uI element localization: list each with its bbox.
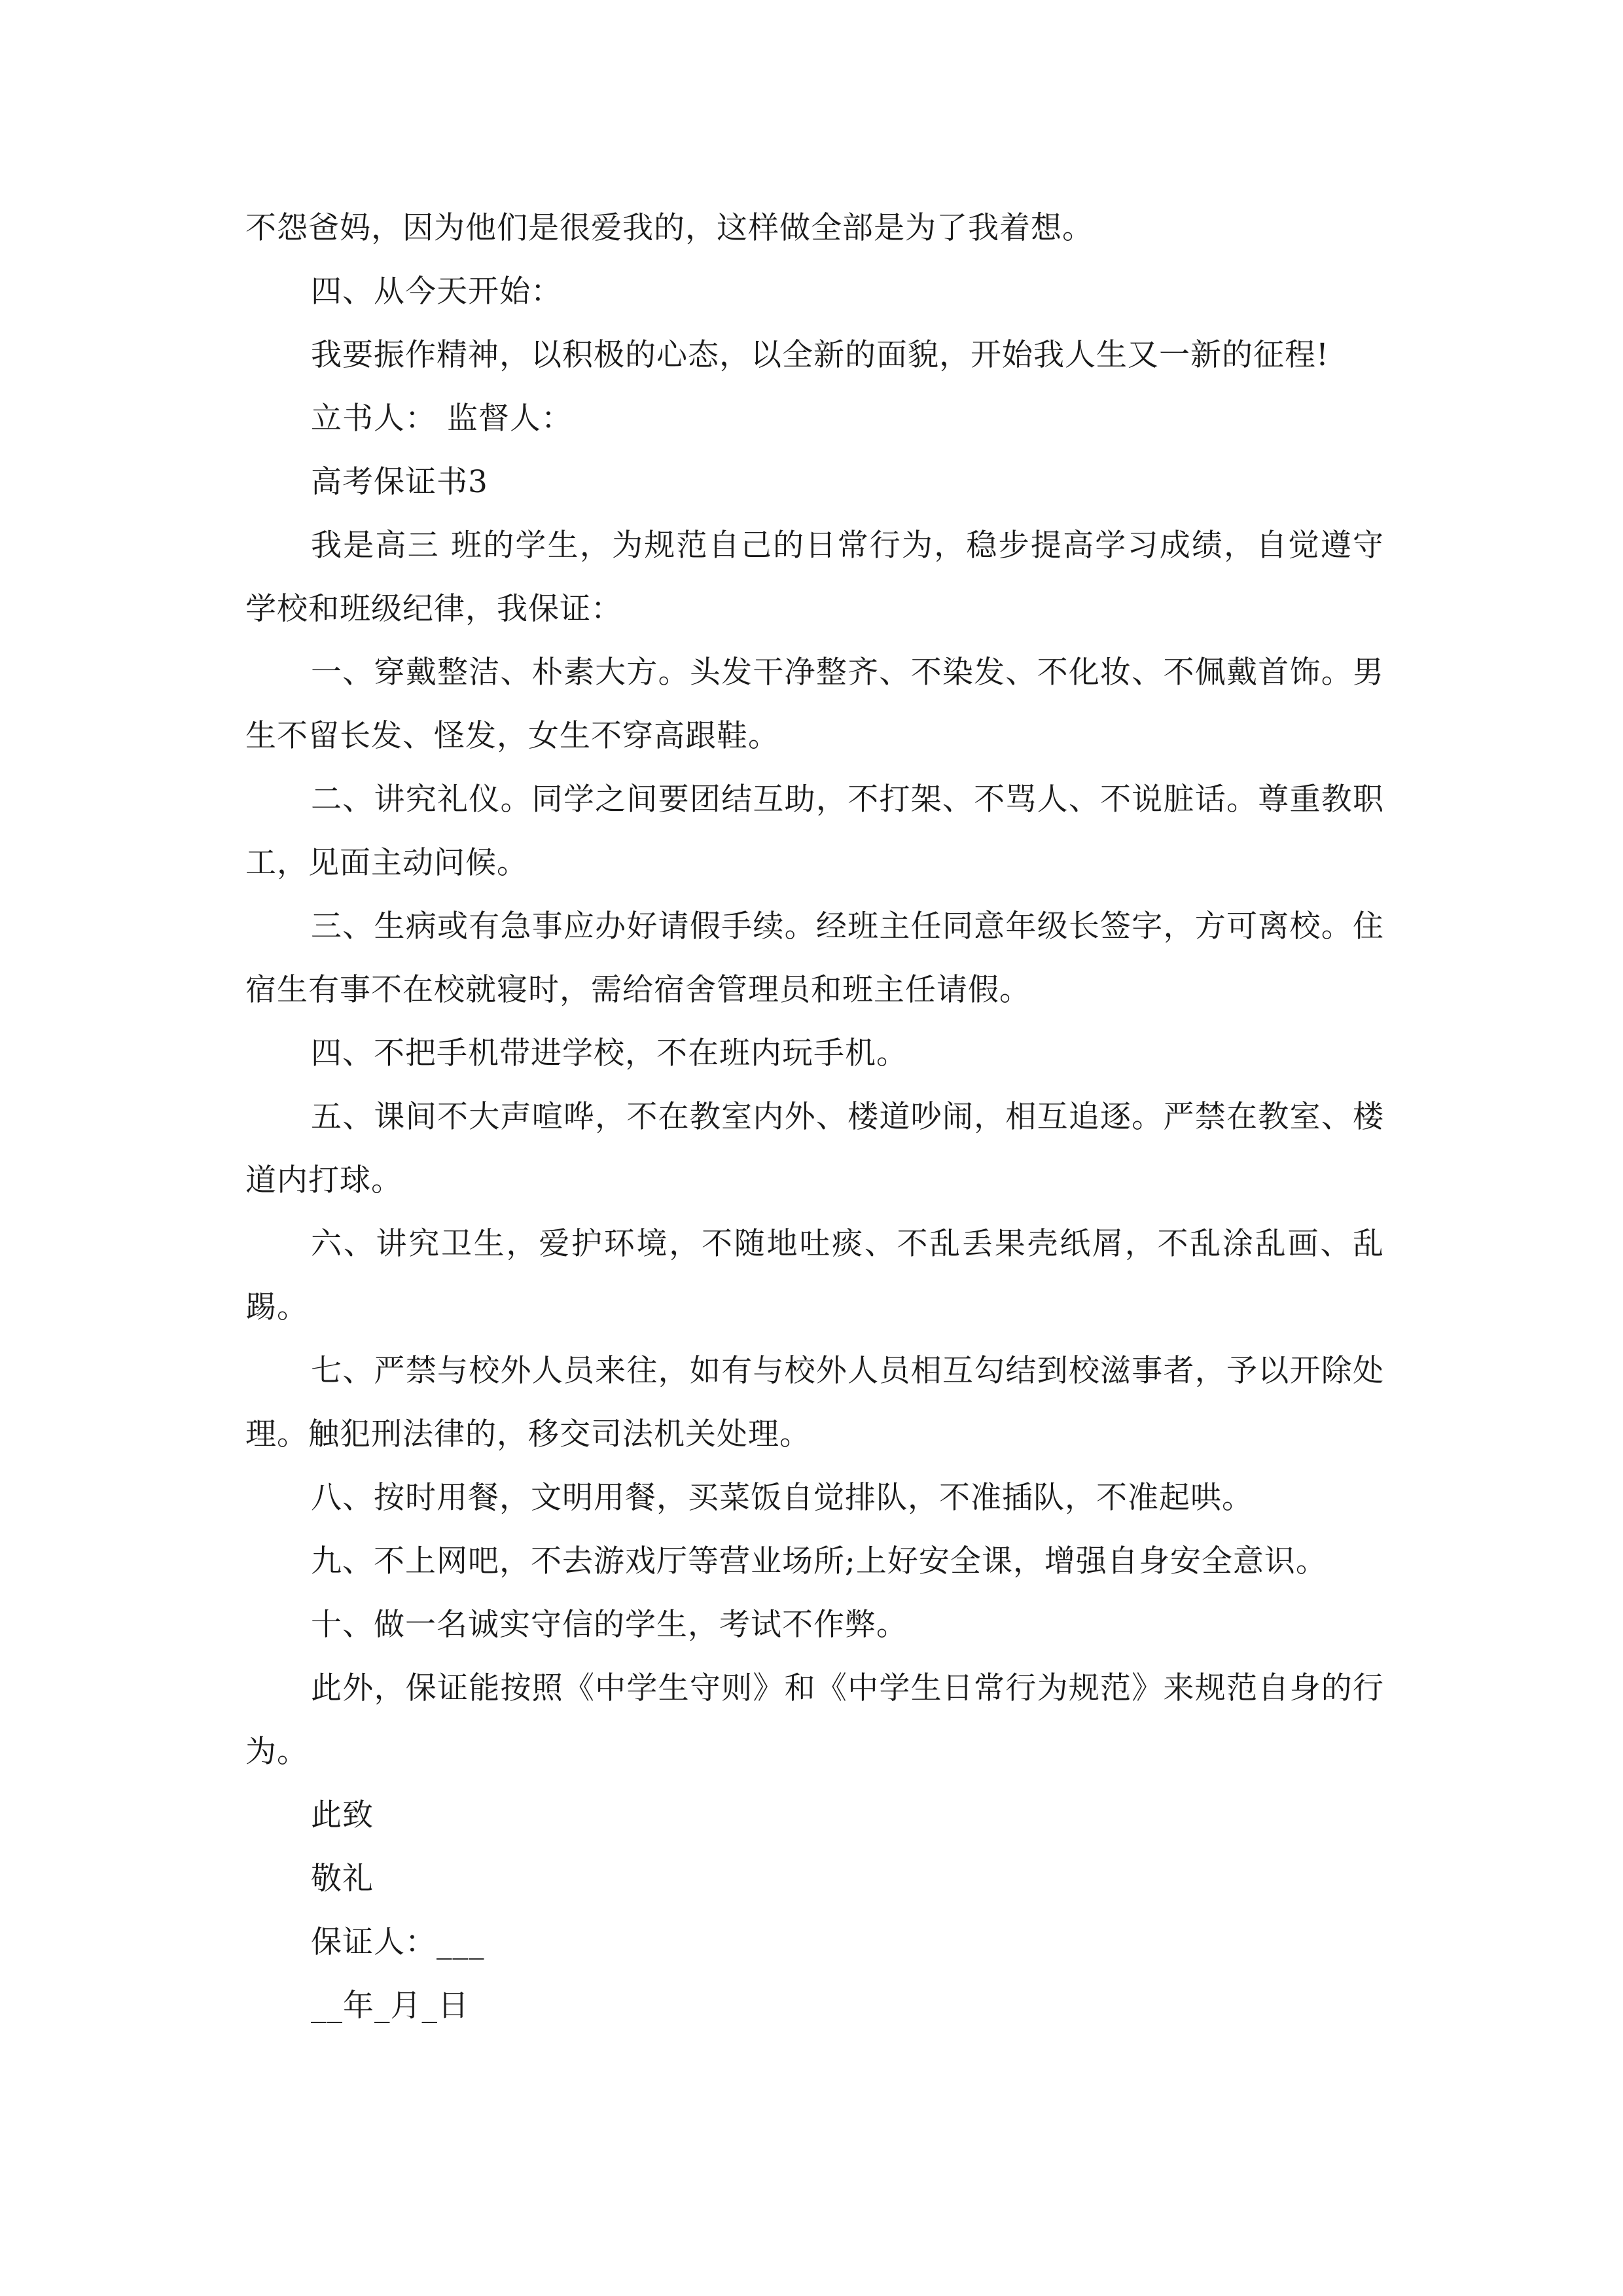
paragraph-item-6: 六、讲究卫生，爱护环境，不随地吐痰、不乱丢果壳纸屑，不乱涂乱画、乱踢。 (245, 1226, 1384, 1325)
paragraph-item-10: 十、做一名诚实守信的学生，考试不作弊。 (311, 1607, 908, 1643)
closing-salutation: 此致 (311, 1797, 374, 1833)
paragraph-item-9: 九、不上网吧，不去游戏厅等营业场所;上好安全课，增强自身安全意识。 (311, 1543, 1327, 1579)
paragraph-intro: 我是高三 班的学生，为规范自己的日常行为，稳步提高学习成绩，自觉遵守学校和班级纪律，我保证： (245, 528, 1384, 627)
paragraph-item-2: 二、讲究礼仪。同学之间要团结互助，不打架、不骂人、不说脏话。尊重教职工，见面主动问候。 (245, 781, 1384, 881)
paragraph-resolution: 我要振作精神，以积极的心态，以全新的面貌，开始我人生又一新的征程! (311, 337, 1329, 373)
guarantor-signature-line: 保证人：___ (311, 1924, 485, 1960)
paragraph-item-5: 五、课间不大声喧哗，不在教室内外、楼道吵闹，相互追逐。严禁在教室、楼道内打球。 (245, 1099, 1384, 1198)
document-body (245, 196, 1384, 2037)
paragraph-section-four-heading: 四、从今天开始： (311, 274, 562, 310)
paragraph-additional: 此外，保证能按照《中学生守则》和《中学生日常行为规范》来规范自身的行为。 (245, 1670, 1384, 1770)
paragraph-item-1: 一、穿戴整洁、朴素大方。头发干净整齐、不染发、不化妆、不佩戴首饰。男生不留长发、怪发，女生不穿高跟鞋。 (245, 655, 1384, 754)
paragraph-signatories: 立书人： 监督人： (311, 401, 573, 437)
paragraph-item-4: 四、不把手机带进学校，不在班内玩手机。 (311, 1035, 908, 1071)
paragraph-item-8: 八、按时用餐，文明用餐，买菜饭自觉排队，不准插队，不准起哄。 (311, 1480, 1253, 1516)
paragraph-item-3: 三、生病或有急事应办好请假手续。经班主任同意年级长签字，方可离校。住宿生有事不在校就寝时，需给宿舍管理员和班主任请假。 (245, 908, 1384, 1008)
paragraph-item-7: 七、严禁与校外人员来往，如有与校外人员相互勾结到校滋事者，予以开除处理。触犯刑法律的，移交司法机关处理。 (245, 1353, 1384, 1452)
paragraph-continuation: 不怨爸妈，因为他们是很爱我的，这样做全部是为了我着想。 (245, 210, 1094, 246)
closing-regards: 敬礼 (311, 1861, 374, 1897)
section-title: 高考保证书3 (311, 464, 488, 500)
date-line: __年_月_日 (311, 1988, 469, 2024)
